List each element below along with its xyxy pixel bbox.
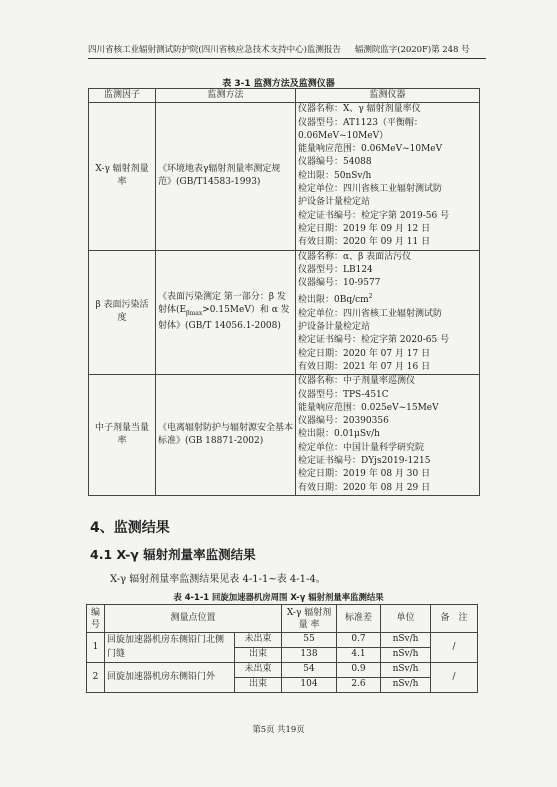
th-std: 标准差 (337, 605, 381, 633)
th-factor: 监测因子 (89, 89, 156, 103)
table-3-1 (88, 88, 480, 496)
table-3-1-caption: 表 3-1 监测方法及监测仪器 (222, 79, 335, 89)
th-instrument: 监测仪器 (296, 89, 480, 103)
table-row (89, 250, 480, 375)
table-row: 出束 138 4.1 nSv/h (87, 648, 478, 663)
factor-cell: X-γ 辐射剂量率 (89, 103, 156, 250)
th-no: 编号 (87, 605, 105, 633)
header-right: 辐测院监字(2020F)第 248 号 (354, 45, 470, 55)
method-cell: 《电离辐射防护与辐射源安全基本标准》(GB 18871-2002) (156, 375, 296, 496)
table-4-1-1-caption: 表 4-1-1 回旋加速器机房周围 X-γ 辐射剂量率监测结果 (173, 592, 384, 602)
th-method: 监测方法 (156, 89, 296, 103)
table-row (89, 103, 480, 250)
table-row: 2 回旋加速器机房东侧铅门外 未出束 54 0.9 nSv/h / (87, 663, 478, 678)
th-unit: 单位 (381, 605, 431, 633)
factor-cell: 中子剂量当量率 (89, 375, 156, 496)
th-location: 测量点位置 (105, 605, 282, 633)
instrument-cell: 仪器名称：中子剂量率巡测仪 仪器型号：TPS-451C 能量响应范围：0.025eV~15MeV 仪器编号：20390356 检出限：0.01μSv/h 检定单位：中国计量科学研究院 检定证书编号：DYjs2019-1215 检定日期：2019 年 08 月 30 日 有效日期：2020 年 08 月 29 日 (296, 375, 480, 496)
th-value: X-γ 辐射剂量 率 (282, 605, 337, 633)
page-header (88, 43, 486, 55)
page-footer: 第5页 共19页 (252, 724, 305, 734)
method-cell: 《环境地表γ辐射剂量率测定规范》(GB/T14583-1993) (156, 103, 296, 250)
instrument-cell: 仪器名称：X、γ 辐射剂量率仪 仪器型号：AT1123（平衡帽： 0.06MeV~10MeV） 能量响应范围：0.06MeV~10MeV 仪器编号：54088 检出限：50nSv/h 检定单位：四川省核工业辐射测试防 护设备计量检定站 检定证书编号：检定字第 2019-56 号 检定日期：2019 年 09 月 12 日 有效日期：2020 年 09 月 11 日 (296, 103, 480, 250)
section-4-heading: 4、监测结果 (90, 520, 170, 536)
factor-cell: β 表面污染活度 (89, 250, 156, 375)
table-4-1-1 (86, 604, 478, 693)
table-row: 出束 104 2.6 nSv/h (87, 678, 478, 693)
header-left: 四川省核工业辐射测试防护院(四川省核应急技术支持中心)监测报告 (88, 45, 341, 55)
instrument-cell: 仪器名称：α、β 表面沾污仪 仪器型号：LB124 仪器编号：10-9577 检出限：$0Bq/cm^2$ 检定单位：四川省核工业辐射测试防 护设备计量检定站 检定证书编号：检定字第 2020-65 号 检定日期：2020 年 07 月 17 日 有效日期：2021 年 07 月 16 日 (296, 250, 480, 375)
header-rule (88, 58, 486, 59)
th-remark: 备 注 (431, 605, 478, 633)
body-paragraph: X-γ 辐射剂量率监测结果见表 4-1-1~表 4-1-4。 (110, 574, 326, 585)
section-4-1-heading: 4.1 X-γ 辐射剂量率监测结果 (90, 547, 256, 562)
table-row (89, 375, 480, 496)
table-row: 1 回旋加速器机房东侧铅门北侧门缝 未出束 55 0.7 nSv/h / (87, 633, 478, 648)
method-cell: 《表面污染测定 第一部分：β 发射体$(E_{\beta max}>0.15MeV)$和 α 发射体》(GB/T 14056.1-2008) (156, 250, 296, 375)
